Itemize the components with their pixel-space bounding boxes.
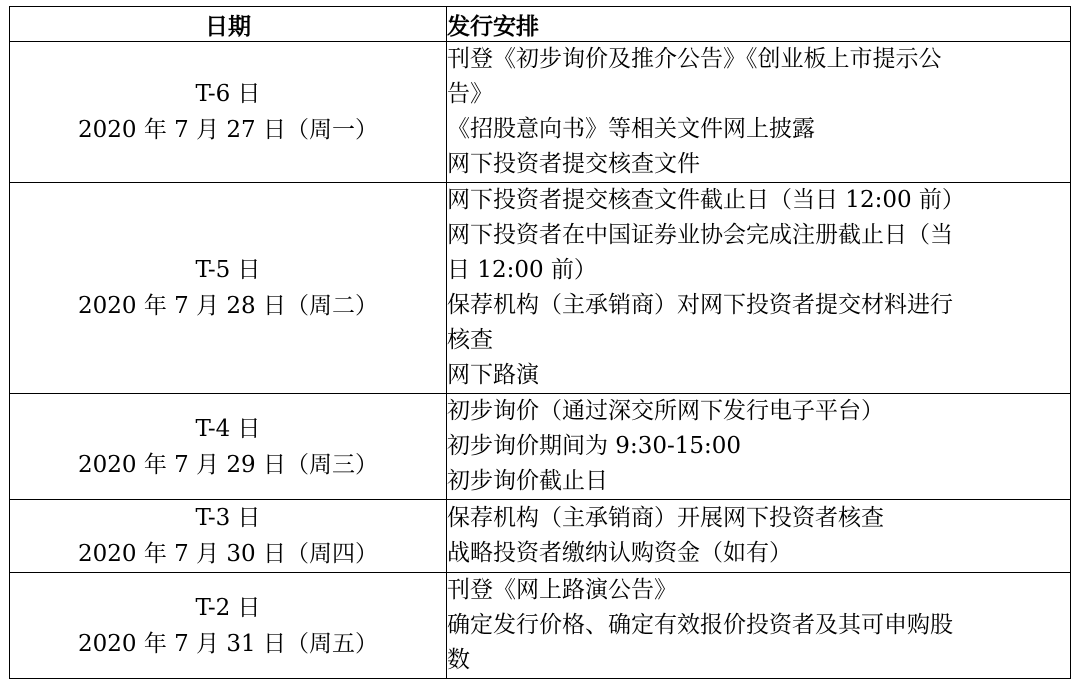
day-label: T-4 日 bbox=[195, 415, 261, 442]
arrangement-line: 刊登《初步询价及推介公告》《创业板上市提示公 bbox=[447, 46, 942, 72]
arrangement-cell bbox=[447, 394, 1071, 500]
date-cell bbox=[10, 42, 447, 183]
date-cell bbox=[10, 183, 447, 394]
table-row bbox=[10, 573, 1071, 679]
full-date: 2020 年 7 月 29 日（周三） bbox=[78, 451, 378, 478]
arrangement-cell bbox=[447, 573, 1071, 679]
arrangement-cell bbox=[447, 183, 1071, 394]
date-cell bbox=[10, 500, 447, 573]
full-date: 2020 年 7 月 30 日（周四） bbox=[78, 541, 378, 567]
arrangement-line: 刊登《网上路演公告》 bbox=[447, 577, 677, 603]
full-date: 2020 年 7 月 28 日（周二） bbox=[78, 293, 378, 319]
header-row bbox=[10, 7, 1071, 42]
arrangement-line: 网下投资者在中国证券业协会完成注册截止日（当 bbox=[447, 222, 953, 248]
table-row bbox=[10, 394, 1071, 500]
arrangement-line: 《招股意向书》等相关文件网上披露 bbox=[447, 116, 815, 142]
day-label: T-3 日 bbox=[195, 505, 261, 531]
arrangement-line: 初步询价（通过深交所网下发行电子平台） bbox=[447, 398, 884, 424]
arrangement-line: 初步询价期间为 9:30-15:00 bbox=[447, 433, 742, 459]
arrangement-line: 网下投资者提交核查文件截止日（当日 12:00 前） bbox=[447, 187, 965, 213]
arrangement-line: 网下路演 bbox=[447, 362, 539, 388]
arrangement-line: 初步询价截止日 bbox=[447, 468, 608, 494]
day-label: T-6 日 bbox=[195, 81, 261, 107]
table-row bbox=[10, 500, 1071, 573]
arrangement-line: 确定发行价格、确定有效报价投资者及其可申购股 bbox=[447, 612, 953, 638]
arrangement-cell bbox=[447, 42, 1071, 183]
table-row bbox=[10, 42, 1071, 183]
day-label: T-2 日 bbox=[195, 594, 261, 621]
full-date: 2020 年 7 月 31 日（周五） bbox=[78, 630, 378, 657]
arrangement-line: 核查 bbox=[447, 327, 493, 353]
header-date: 日期 bbox=[10, 7, 447, 42]
full-date: 2020 年 7 月 27 日（周一） bbox=[78, 117, 378, 143]
arrangement-line: 战略投资者缴纳认购资金（如有） bbox=[447, 540, 792, 566]
arrangement-line: 保荐机构（主承销商）开展网下投资者核查 bbox=[447, 505, 884, 531]
date-cell bbox=[10, 573, 447, 679]
day-label: T-5 日 bbox=[195, 257, 261, 283]
arrangement-line: 日 12:00 前） bbox=[447, 257, 597, 283]
arrangement-line: 数 bbox=[447, 647, 470, 673]
arrangement-cell bbox=[447, 500, 1071, 573]
header-arrangement: 发行安排 bbox=[447, 7, 1071, 42]
arrangement-line: 保荐机构（主承销商）对网下投资者提交材料进行 bbox=[447, 292, 953, 318]
table-row bbox=[10, 183, 1071, 394]
arrangement-line: 告》 bbox=[447, 81, 493, 107]
date-cell bbox=[10, 394, 447, 500]
issuance-schedule-table bbox=[9, 6, 1071, 679]
arrangement-line: 网下投资者提交核查文件 bbox=[447, 151, 700, 177]
